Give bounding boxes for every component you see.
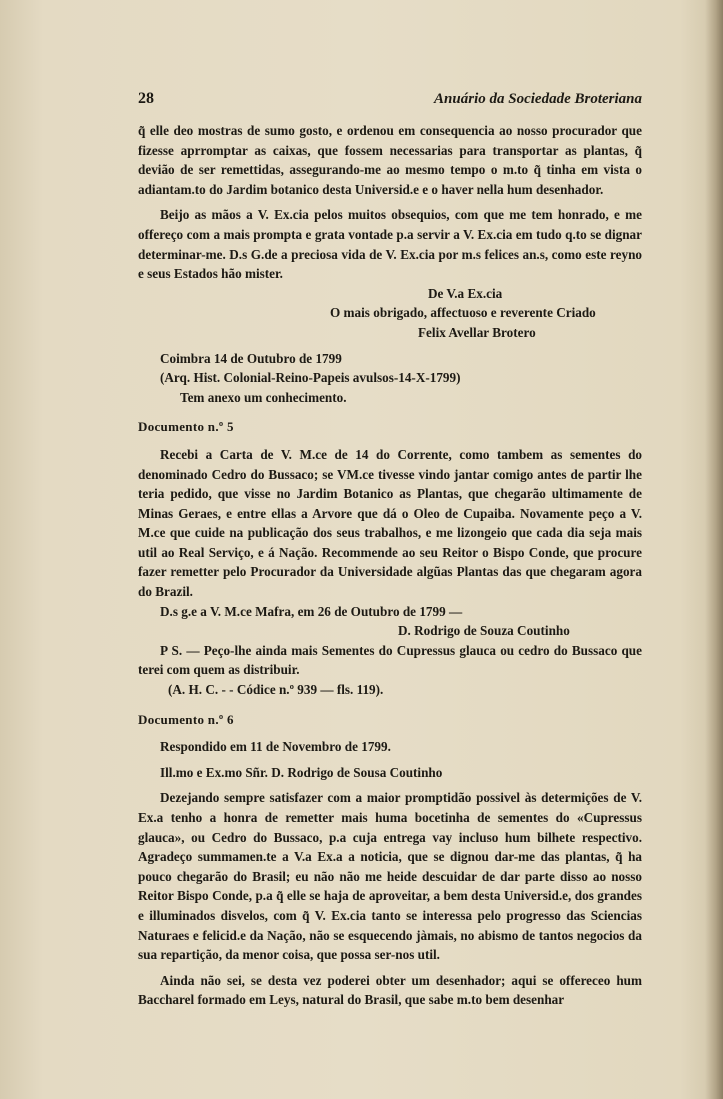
page-body	[138, 121, 642, 1010]
document-5-archive-reference: (A. H. C. - - Códice n.º 939 — fls. 119).	[168, 682, 384, 698]
document-6-reply-note: Respondido em 11 de Novembro de 1799.	[160, 739, 391, 755]
document-6-paragraph: Dezejando sempre satisfazer com a maior promptidão possivel às determições de V. Ex.a tenho a honra de remetter mais huma bocetinha de sementes do «Cupressus glauca», ou Cedro do Bussaco, p.a cuja entrega vay incluso hum bilhete respectivo. Agradeço summamen.te a V.a Ex.a a noticia, que se dignou dar-me das plantas, q̃ ha pouco chegarão do Brasil; eu não não me heide descuidar de dar parte disso ao nosso Reitor Bispo Conde, p.a q̃ elle se haja de aproveitar, a bem desta Universid.e, dos grandes e illuminados disvelos, com q̃ V. Ex.cia tanto se interessa pelo progresso das Sciencias Naturaes e felicid.e da Nação, não se esquecendo jàmais, no abismo de tantos negocios da sua repartição, da menor coisa, que possa ser-nos util.	[138, 790, 642, 963]
page-number: 28	[138, 90, 154, 107]
document-6-heading: Documento n.º 6	[138, 711, 234, 727]
document-5-paragraph: Recebi a Carta de V. M.ce de 14 do Corrente, como tambem as sementes do denominado Cedro do Bussaco; se VM.ce tivesse vindo jantar comigo antes de partir lhe teria pedido, que visse no Jardim Botanico as Plantas, que chegarão ultimamente de Minas Geraes, e entre ellas a Arvore que dá o Oleo de Cupaiba. Novamente peço a V. M.ce que cuide na publicação dos seus trabalhos, e me lizongeio que cada dia seja mais util ao Real Serviço, e á Nação. Recommende ao seu Reitor o Bispo Conde, que procure fazer remetter pelo Procurador da Universidade algũas Plantas das que chegaram agora do Brazil.	[138, 446, 642, 600]
page-header	[138, 90, 642, 108]
document-5-date: D.s g.e a V. M.ce Mafra, em 26 de Outubro de 1799 —	[160, 603, 463, 619]
signature-brotero: Felix Avellar Brotero	[418, 324, 536, 340]
annex-note: Tem anexo um conhecimento.	[180, 389, 347, 405]
book-gutter-shadow	[705, 0, 723, 1099]
paragraph-thanks: Beijo as mãos a V. Ex.cia pelos muitos obsequios, com que me tem honrado, e me offereço com a mais prompta e grata vontade p.a servir a V. Ex.cia em tudo q.to se dignar determinar-me. D.s G.de a preciosa vida de V. Ex.cia por m.s felices an.s, como este reyno e seus Estados hão mister.	[138, 207, 642, 282]
paragraph-continuation: q̃ elle deo mostras de sumo gosto, e ordenou em consequencia ao nosso procurador que fizesse aprromptar as caixas, que fossem necessarias para transportar as plantas, q̃ devião de ser remettidas, assegurando-me ao mesmo tempo o m.to q̃ tinha em vista o adiantam.to do Jardim botanico desta Universid.e e o haver nella hum desenhador.	[138, 123, 642, 197]
closing-line-servant: O mais obrigado, affectuoso e reverente Criado	[330, 305, 596, 321]
document-5-signature: D. Rodrigo de Souza Coutinho	[398, 623, 570, 639]
closing-line: De V.a Ex.cia	[428, 285, 503, 301]
document-5-heading: Documento n.º 5	[138, 419, 234, 435]
document-5-postscript: P S. — Peço-lhe ainda mais Sementes do Cupressus glauca ou cedro do Bussaco que terei com quem as distribuir.	[138, 642, 642, 678]
document-6-salutation: Ill.mo e Ex.mo Sñr. D. Rodrigo de Sousa Coutinho	[160, 764, 443, 780]
letter-date: Coimbra 14 de Outubro de 1799	[160, 350, 342, 366]
running-title: Anuário da Sociedade Broteriana	[434, 91, 642, 107]
document-6-paragraph-2: Ainda não sei, se desta vez poderei obter um desenhador; aqui se offereceo hum Baccharel formado em Leys, natural do Brasil, que sabe m.to bem desenhar	[138, 972, 642, 1008]
archive-reference: (Arq. Hist. Colonial-Reino-Papeis avulsos-14-X-1799)	[160, 370, 461, 386]
